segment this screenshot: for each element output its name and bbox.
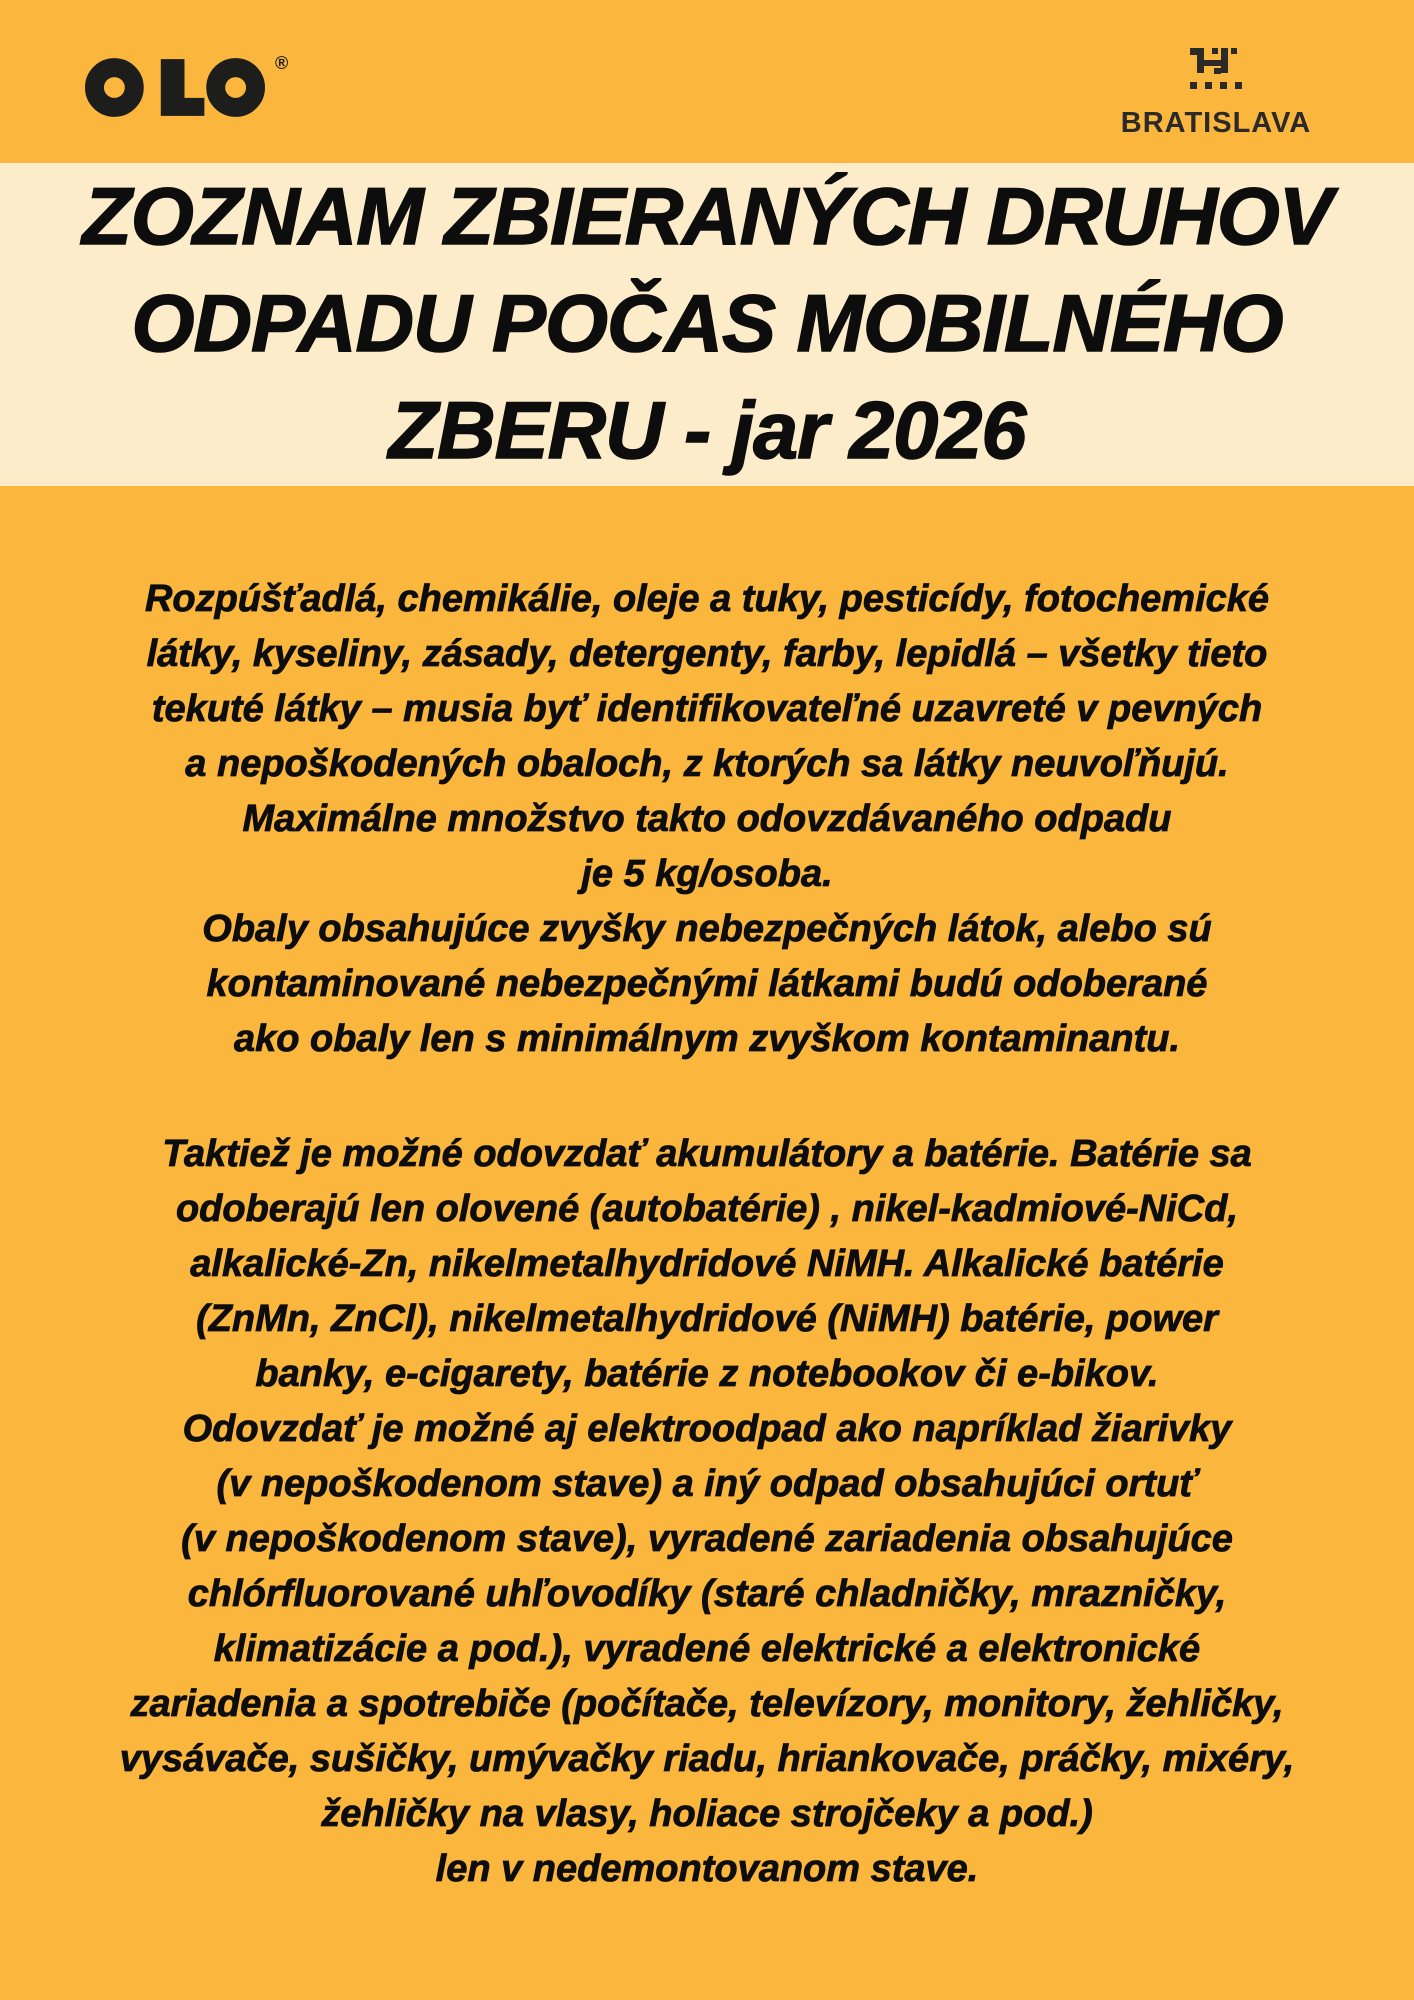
- bratislava-logo: [1102, 48, 1330, 140]
- text-line: ZBERU - jar 2026: [388, 386, 1026, 476]
- title-banner: [0, 163, 1414, 486]
- body-text: [0, 486, 1414, 1897]
- olo-logo: [85, 53, 300, 121]
- text-line: len v nedemontovanom stave.: [435, 1848, 979, 1890]
- text-line: chlórfluorované uhľovodíky (staré chladničky, mrazničky,: [187, 1573, 1227, 1615]
- olo-logo-icon: [85, 57, 265, 118]
- header: [0, 0, 1414, 163]
- text-line: odoberajú len olovené (autobatérie) , nikel-kadmiové-NiCd,: [175, 1188, 1239, 1230]
- text-line: a nepoškodených obaloch, z ktorých sa látky neuvoľňujú.: [185, 743, 1229, 785]
- text-line: kontaminované nebezpečnými látkami budú odoberané: [206, 963, 1208, 1005]
- bratislava-castle-icon: [1190, 48, 1242, 89]
- text-line: Taktiež je možné odovzdať akumulátory a batérie. Batérie sa: [162, 1133, 1252, 1175]
- paragraph-liquid-waste: [0, 572, 1414, 1067]
- text-line: žehličky na vlasy, holiace strojčeky a pod.): [321, 1793, 1093, 1835]
- text-line: ODPADU POČAS MOBILNÉHO: [131, 279, 1283, 369]
- text-line: (v nepoškodenom stave), vyradené zariadenia obsahujúce: [181, 1518, 1233, 1560]
- text-line: Obaly obsahujúce zvyšky nebezpečných látok, alebo sú: [202, 908, 1212, 950]
- text-line: Maximálne množstvo takto odovzdávaného odpadu: [242, 798, 1172, 840]
- text-line: ako obaly len s minimálnym zvyškom kontaminantu.: [233, 1018, 1181, 1060]
- text-line: Odovzdať je možné aj elektroodpad ako napríklad žiarivky: [182, 1408, 1232, 1450]
- text-line: klimatizácie a pod.), vyradené elektrické a elektronické: [213, 1628, 1201, 1670]
- text-line: vysávače, sušičky, umývačky riadu, hriankovače, práčky, mixéry,: [119, 1738, 1295, 1780]
- text-line: je 5 kg/osoba.: [581, 853, 833, 895]
- text-line: banky, e-cigarety, batérie z notebookov či e-bikov.: [255, 1353, 1159, 1395]
- registered-trademark-icon: ®: [275, 53, 289, 73]
- text-line: ZOZNAM ZBIERANÝCH DRUHOV: [82, 172, 1332, 262]
- text-line: alkalické-Zn, nikelmetalhydridové NiMH. Alkalické batérie: [190, 1243, 1224, 1285]
- paragraph-batteries-electro: [0, 1127, 1414, 1897]
- text-line: (v nepoškodenom stave) a iný odpad obsahujúci ortuť: [216, 1463, 1198, 1505]
- text-line: (ZnMn, ZnCl), nikelmetalhydridové (NiMH) batérie, power: [196, 1298, 1218, 1340]
- text-line: látky, kyseliny, zásady, detergenty, farby, lepidlá – všetky tieto: [146, 633, 1268, 675]
- text-line: zariadenia a spotrebiče (počítače, televízory, monitory, žehličky,: [130, 1683, 1284, 1725]
- bratislava-label: BRATISLAVA: [1120, 107, 1312, 139]
- text-line: tekuté látky – musia byť identifikovateľné uzavreté v pevných: [151, 688, 1263, 730]
- text-line: Rozpúšťadlá, chemikálie, oleje a tuky, pesticídy, fotochemické: [144, 578, 1270, 620]
